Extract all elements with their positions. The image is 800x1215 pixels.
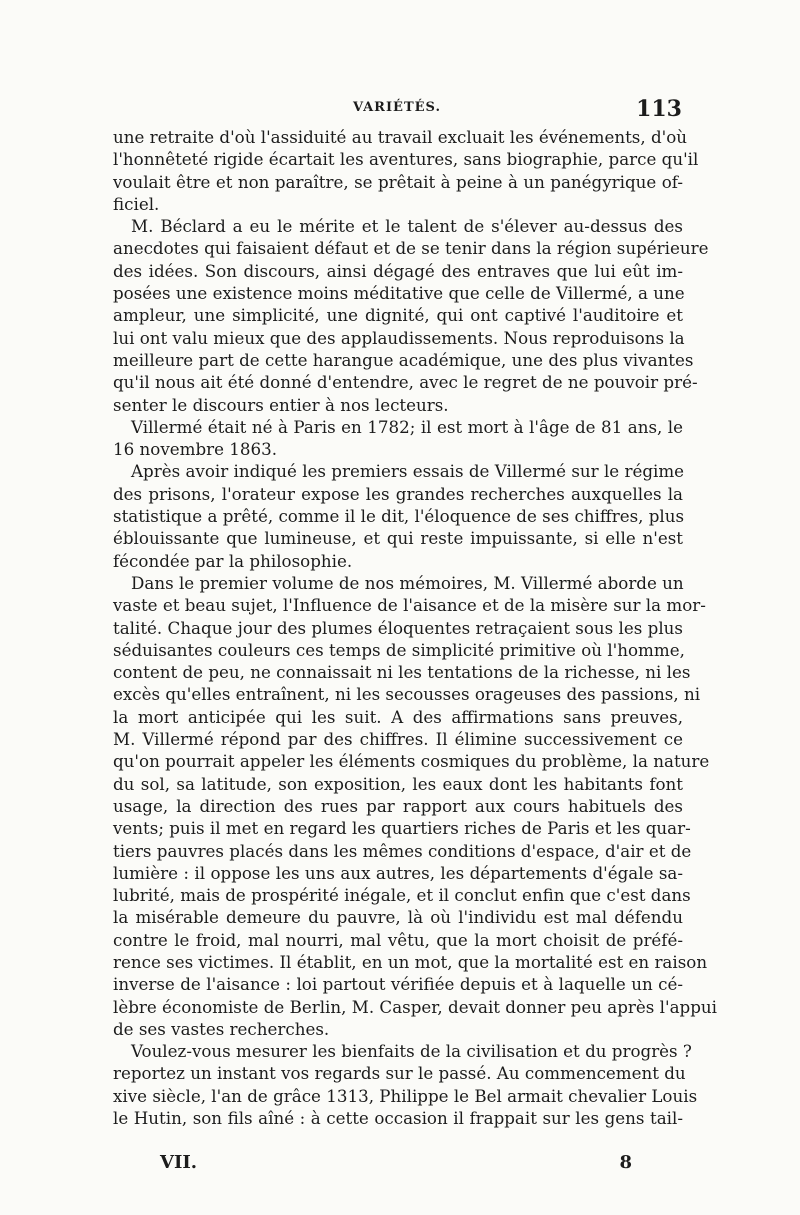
text-line: Dans le premier volume de nos mémoires, M. Villermé aborde un (131, 572, 684, 593)
text-line: content de peu, ne connaissait ni les tentations de la richesse, ni les (113, 662, 691, 683)
text-line: M. Béclard a eu le mérite et le talent de s'élever au-dessus des (131, 216, 683, 237)
text-line: xive siècle, l'an de grâce 1313, Philippe le Bel armait chevalier Louis (113, 1085, 698, 1106)
text-line: excès qu'elles entraînent, ni les secousses orageuses des passions, ni (113, 684, 701, 705)
text-line: de ses vastes recherches. (113, 1018, 330, 1039)
text-line: ampleur, une simplicité, une dignité, qui ont captivé l'auditoire et (113, 305, 683, 326)
text-line: séduisantes couleurs ces temps de simplicité primitive où l'homme, (113, 639, 685, 660)
text-line: lèbre économiste de Berlin, M. Casper, devait donner peu après l'appui (113, 996, 717, 1017)
running-title: VARIÉTÉS. (353, 100, 441, 115)
text-line: du sol, sa latitude, son exposition, les eaux dont les habitants font (113, 773, 683, 794)
page-header (112, 96, 682, 122)
text-line: Villermé était né à Paris en 1782; il est mort à l'âge de 81 ans, le (131, 416, 683, 437)
text-line: ficiel. (113, 193, 160, 214)
text-line: éblouissante que lumineuse, et qui reste impuissante, si elle n'est (113, 528, 683, 549)
signature-mark: VII. (160, 1152, 198, 1173)
text-line: Après avoir indiqué les premiers essais de Villermé sur le régime (131, 461, 685, 482)
page-footer (160, 1152, 640, 1180)
text-line: voulait être et non paraître, se prêtait à peine à un panégyrique of- (113, 171, 683, 192)
text-line: senter le discours entier à nos lecteurs. (113, 394, 449, 415)
text-line: lubrité, mais de prospérité inégale, et il conclut enfin que c'est dans (113, 885, 691, 906)
text-line: meilleure part de cette harangue académique, une des plus vivantes (113, 349, 694, 370)
text-line: fécondée par la philosophie. (113, 550, 353, 571)
text-line: contre le froid, mal nourri, mal vêtu, que la mort choisit de préfé- (113, 929, 683, 950)
text-line: tiers pauvres placés dans les mêmes conditions d'espace, d'air et de (113, 840, 692, 861)
text-line: usage, la direction des rues par rapport aux cours habituels des (113, 795, 683, 816)
text-line: une retraite d'où l'assiduité au travail excluait les événements, d'où (113, 127, 688, 147)
text-line: vaste et beau sujet, l'Influence de l'aisance et de la misère sur la mor- (113, 595, 706, 616)
text-line: des idées. Son discours, ainsi dégagé des entraves que lui eût im- (113, 260, 683, 281)
text-line: inverse de l'aisance : loi partout vérifiée depuis et à laquelle un cé- (113, 974, 683, 995)
text-line: posées une existence moins méditative que celle de Villermé, a une (113, 283, 685, 304)
body-text (113, 126, 717, 1129)
text-line: qu'il nous ait été donné d'entendre, avec le regret de ne pouvoir pré- (113, 372, 698, 393)
text-line: anecdotes qui faisaient défaut et de se tenir dans la région supérieure (113, 238, 709, 259)
text-line: lumière : il oppose les uns aux autres, les départements d'égale sa- (113, 862, 683, 883)
text-line: l'honnêteté rigide écartait les aventures, sans biographie, parce qu'il (113, 149, 699, 170)
text-line: vents; puis il met en regard les quartiers riches de Paris et les quar- (113, 818, 691, 839)
text-line: le Hutin, son fils aîné : à cette occasion il frappait sur les gens tail- (113, 1108, 683, 1129)
sheet-number: 8 (619, 1152, 632, 1173)
text-line: des prisons, l'orateur expose les grandes recherches auxquelles la (113, 483, 683, 504)
text-line: qu'on pourrait appeler les éléments cosmiques du problème, la nature (113, 751, 710, 772)
text-line: la mort anticipée qui les suit. A des affirmations sans preuves, (113, 706, 683, 727)
text-line: talité. Chaque jour des plumes éloquentes retraçaient sous les plus (113, 617, 683, 638)
text-line: lui ont valu mieux que des applaudissements. Nous reproduisons la (113, 327, 685, 348)
text-line: reportez un instant vos regards sur le passé. Au commencement du (113, 1063, 686, 1084)
text-line: rence ses victimes. Il établit, en un mot, que la mortalité est en raison (113, 951, 708, 972)
text-line: statistique a prêté, comme il le dit, l'éloquence de ses chiffres, plus (113, 506, 685, 527)
text-line: 16 novembre 1863. (113, 439, 278, 460)
text-line: Voulez-vous mesurer les bienfaits de la civilisation et du progrès ? (131, 1041, 692, 1062)
text-line: la misérable demeure du pauvre, là où l'individu est mal défendu (113, 907, 683, 928)
text-line: M. Villermé répond par des chiffres. Il élimine successivement ce (113, 729, 683, 750)
page-number: 113 (636, 96, 682, 122)
